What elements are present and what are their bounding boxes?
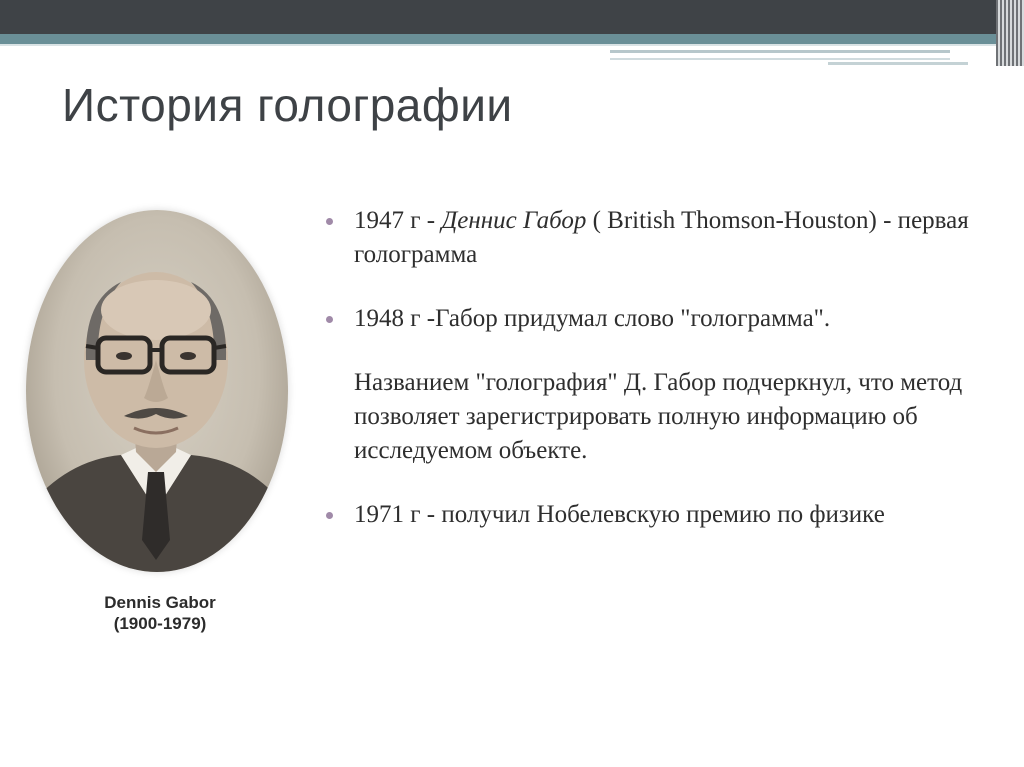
portrait-photo: [26, 210, 288, 572]
accent-line-3: [828, 62, 968, 65]
list-item-note: Названием "голография" Д. Габор подчеркнул, что метод позволяет зарегистрировать полную информацию об исследуемом объекте.: [354, 369, 963, 464]
corner-stripes: [996, 0, 1024, 66]
slide-content: [324, 204, 1004, 532]
caption-name: Dennis Gabor: [104, 593, 216, 612]
item-1-prefix: 1947 г -: [354, 207, 442, 234]
portrait-caption: [60, 592, 260, 634]
item-1-emphasis: Деннис Габор: [441, 207, 587, 234]
top-decorative-bar: [0, 0, 1024, 66]
accent-line-2: [610, 58, 950, 60]
top-light-line: [0, 44, 1000, 46]
portrait-illustration: [26, 210, 288, 572]
list-item: 1971 г - получил Нобелевскую премию по физике: [324, 498, 1004, 532]
top-teal-band: [0, 34, 1000, 44]
item-1-suffix: ( British Thomson-Houston) - первая голограмма: [354, 207, 969, 268]
slide-title: История голографии: [62, 79, 513, 131]
top-dark-band: [0, 0, 1000, 34]
accent-line-1: [610, 50, 950, 53]
list-item: 1948 г -Габор придумал слово "голограмма".: [324, 302, 1004, 336]
list-item: [324, 204, 1004, 272]
caption-years: (1900-1979): [113, 614, 207, 633]
